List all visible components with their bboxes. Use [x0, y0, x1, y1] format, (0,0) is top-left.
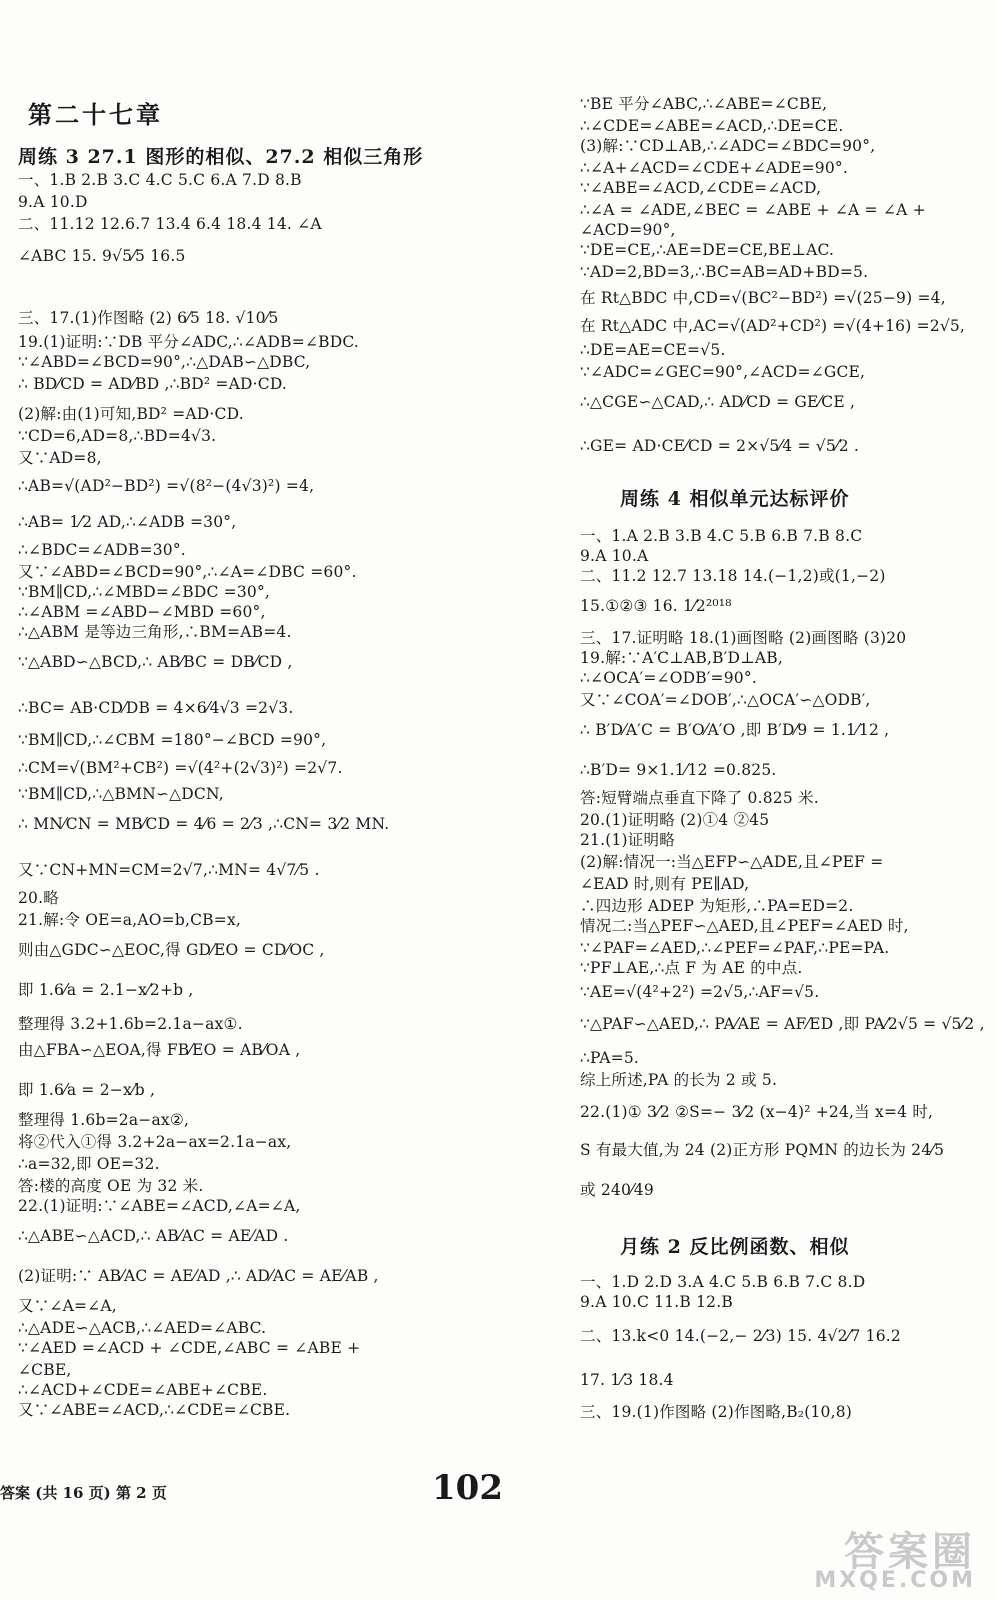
- answer-line: 17. 1⁄3 18.4: [580, 1371, 674, 1389]
- answer-line: 又∵∠ABE=∠ACD,∴∠CDE=∠CBE.: [18, 1401, 291, 1419]
- answer-line: 三、19.(1)作图略 (2)作图略,B₂(10,8): [580, 1403, 853, 1421]
- answer-line: ∵△PAF∽△AED,∴ PA⁄AE = AF⁄ED ,即 PA⁄2√5 = √5⁄2 ,: [580, 1015, 985, 1033]
- answer-line: (2)证明:∵ AB⁄AC = AE⁄AD ,∴ AD⁄AC = AE⁄AB ,: [18, 1267, 379, 1285]
- answer-line: ∴ MN⁄CN = MB⁄CD = 4⁄6 = 2⁄3 ,∴CN= 3⁄2 MN.: [18, 815, 390, 833]
- answer-line: 9.A 10.C 11.B 12.B: [580, 1293, 733, 1311]
- answer-line: 将②代入①得 3.2+2a−ax=2.1a−ax,: [18, 1133, 292, 1151]
- answer-line: 即 1.6⁄a = 2.1−x⁄2+b ,: [18, 981, 194, 999]
- answer-line: ∴CM=√(BM²+CB²) =√(4²+(2√3)²) =2√7.: [18, 759, 343, 777]
- answer-line: 二、11.2 12.7 13.18 14.(−1,2)或(1,−2): [580, 567, 886, 585]
- answer-line: ∠ACD=90°,: [580, 221, 676, 239]
- answer-line: ∴∠A+∠ACD=∠CDE+∠ADE=90°.: [580, 159, 848, 177]
- answer-line: ∵BE 平分∠ABC,∴∠ABE=∠CBE,: [580, 95, 828, 113]
- answer-line: ∵BM∥CD,∴△BMN∽△DCN,: [18, 785, 224, 803]
- answer-line: ∵△ABD∽△BCD,∴ AB⁄BC = DB⁄CD ,: [18, 653, 293, 671]
- page-footer: 答案 (共 16 页) 第 2 页: [0, 1484, 167, 1502]
- answer-line: 一、1.B 2.B 3.C 4.C 5.C 6.A 7.D 8.B: [18, 171, 302, 189]
- answer-line: 综上所述,PA 的长为 2 或 5.: [580, 1071, 778, 1089]
- answer-line: ∴△ABM 是等边三角形,∴BM=AB=4.: [18, 623, 292, 641]
- answer-line: 9.A 10.D: [18, 193, 88, 211]
- answer-line: (3)解:∵CD⊥AB,∴∠ADC=∠BDC=90°,: [580, 137, 876, 155]
- answer-line: 整理得 3.2+1.6b=2.1a−ax①.: [18, 1015, 243, 1033]
- answer-line: (2)解:由(1)可知,BD² =AD·CD.: [18, 405, 244, 423]
- answer-line: ∴四边形 ADEP 为矩形,∴PA=ED=2.: [580, 897, 854, 915]
- answer-line: ∴ B′D⁄A′C = B′O⁄A′O ,即 B′D⁄9 = 1.1⁄12 ,: [580, 721, 890, 739]
- answer-line: 情况二:当△PEF∽△AED,且∠PEF=∠AED 时,: [580, 917, 909, 935]
- answer-line: 三、17.证明略 18.(1)画图略 (2)画图略 (3)20: [580, 629, 907, 647]
- answer-line: ∵DE=CE,∴AE=DE=CE,BE⊥AC.: [580, 241, 835, 259]
- answer-line: 又∵∠COA′=∠DOB′,∴△OCA′∽△ODB′,: [580, 691, 871, 709]
- answer-line: ∴ BD⁄CD = AD⁄BD ,∴BD² =AD·CD.: [18, 375, 288, 393]
- answer-line: 19.解:∵A′C⊥AB,B′D⊥AB,: [580, 649, 783, 667]
- answer-line: 又∵∠ABD=∠BCD=90°,∴∠A=∠DBC =60°.: [18, 563, 357, 581]
- left-section-title: 周练 3 27.1 图形的相似、27.2 相似三角形: [18, 146, 424, 168]
- answer-line: ∵BM∥CD,∴∠CBM =180°−∠BCD =90°,: [18, 731, 327, 749]
- answer-line: ∴BC= AB·CD⁄DB = 4×6⁄4√3 =2√3.: [18, 699, 294, 717]
- answer-line: ∴PA=5.: [580, 1049, 640, 1067]
- answer-line: (2)解:情况一:当△EFP∽△ADE,且∠PEF =: [580, 853, 884, 871]
- answer-line: 整理得 1.6b=2a−ax②,: [18, 1111, 190, 1129]
- answer-line: ∴△CGE∽△CAD,∴ AD⁄CD = GE⁄CE ,: [580, 393, 856, 411]
- answer-line: ∴B′D= 9×1.1⁄12 =0.825.: [580, 761, 777, 779]
- answer-line: 二、13.k<0 14.(−2,− 2⁄3) 15. 4√2⁄7 16.2: [580, 1327, 901, 1345]
- answer-line: ∴GE= AD·CE⁄CD = 2×√5⁄4 = √5⁄2 .: [580, 437, 860, 455]
- answer-line: 又∵CN+MN=CM=2√7,∴MN= 4√7⁄5 .: [18, 861, 320, 879]
- watermark-logo: [804, 1520, 984, 1596]
- answer-line: ∴DE=AE=CE=√5.: [580, 341, 726, 359]
- answer-line: ∴∠CDE=∠ABE=∠ACD,∴DE=CE.: [580, 117, 844, 135]
- answer-line: 又∵AD=8,: [18, 449, 102, 467]
- answer-line: ∵∠PAF=∠AED,∴∠PEF=∠PAF,∴PE=PA.: [580, 939, 890, 957]
- answer-line: 22.(1)证明:∵∠ABE=∠ACD,∠A=∠A,: [18, 1197, 301, 1215]
- answer-line: 在 Rt△BDC 中,CD=√(BC²−BD²) =√(25−9) =4,: [580, 289, 946, 307]
- answer-line: ∵AD=2,BD=3,∴BC=AB=AD+BD=5.: [580, 263, 869, 281]
- answer-line: 答:短臂端点垂直下降了 0.825 米.: [580, 789, 819, 807]
- answer-line: 则由△GDC∽△EOC,得 GD⁄EO = CD⁄OC ,: [18, 941, 325, 959]
- answer-line: 15.①②③ 16. 1⁄2²⁰¹⁸: [580, 597, 732, 615]
- answer-line: 或 240⁄49: [580, 1181, 654, 1199]
- watermark-text-bottom: MXQE.COM: [814, 1568, 976, 1593]
- answer-line: ∴∠OCA′=∠ODB′=90°.: [580, 669, 757, 687]
- answer-line: S 有最大值,为 24 (2)正方形 PQMN 的边长为 24⁄5: [580, 1141, 945, 1159]
- answer-line: 22.(1)① 3⁄2 ②S=− 3⁄2 (x−4)² +24,当 x=4 时,: [580, 1103, 934, 1121]
- answer-line: ∴AB= 1⁄2 AD,∴∠ADB =30°,: [18, 513, 237, 531]
- answer-line: ∵∠ABD=∠BCD=90°,∴△DAB∽△DBC,: [18, 353, 311, 371]
- answer-line: ∴AB=√(AD²−BD²) =√(8²−(4√3)²) =4,: [18, 477, 315, 495]
- answer-line: ∵CD=6,AD=8,∴BD=4√3.: [18, 427, 217, 445]
- answer-line: ∵∠ADC=∠GEC=90°,∠ACD=∠GCE,: [580, 363, 866, 381]
- answer-line: 答:楼的高度 OE 为 32 米.: [18, 1177, 204, 1195]
- answer-line: 21.解:令 OE=a,AO=b,CB=x,: [18, 911, 242, 929]
- answer-line: 9.A 10.A: [580, 547, 649, 565]
- answer-line: ∴∠ACD+∠CDE=∠ABE+∠CBE.: [18, 1381, 268, 1399]
- page-number: 102: [432, 1468, 503, 1508]
- answer-line: 在 Rt△ADC 中,AC=√(AD²+CD²) =√(4+16) =2√5,: [580, 317, 966, 335]
- answer-line: 19.(1)证明:∵DB 平分∠ADC,∴∠ADB=∠BDC.: [18, 333, 360, 351]
- answer-line: 21.(1)证明略: [580, 831, 675, 849]
- chapter-title: 第二十七章: [28, 100, 163, 129]
- watermark-text-top: 答案圈: [844, 1529, 976, 1575]
- answer-line: 一、1.D 2.D 3.A 4.C 5.B 6.B 7.C 8.D: [580, 1273, 866, 1291]
- answer-line: ∴△ADE∽△ACB,∴∠AED=∠ABC.: [18, 1319, 267, 1337]
- answer-line: ∵PF⊥AE,∴点 F 为 AE 的中点.: [580, 959, 803, 977]
- answer-line: ∵∠ABE=∠ACD,∠CDE=∠ACD,: [580, 179, 822, 197]
- answer-line: ∠CBE,: [18, 1361, 72, 1379]
- answer-line: 三、17.(1)作图略 (2) 6⁄5 18. √10⁄5: [18, 309, 279, 327]
- answer-line: 20.略: [18, 889, 59, 907]
- answer-line: 20.(1)证明略 (2)①4 ②45: [580, 811, 770, 829]
- answer-line: 即 1.6⁄a = 2−x⁄b ,: [18, 1081, 156, 1099]
- answer-line: 二、11.12 12.6.7 13.4 6.4 18.4 14. ∠A: [18, 215, 322, 233]
- right-section1-title: 周练 4 相似单元达标评价: [620, 488, 850, 510]
- answer-line: ∵AE=√(4²+2²) =2√5,∴AF=√5.: [580, 983, 820, 1001]
- answer-line: ∵∠AED =∠ACD + ∠CDE,∠ABC = ∠ABE +: [18, 1339, 361, 1357]
- answer-line: 又∵∠A=∠A,: [18, 1297, 117, 1315]
- answer-line: ∴∠ABM =∠ABD−∠MBD =60°,: [18, 603, 266, 621]
- right-section2-title: 月练 2 反比例函数、相似: [620, 1236, 850, 1258]
- answer-line: ∵BM∥CD,∴∠MBD=∠BDC =30°,: [18, 583, 271, 601]
- answer-line: ∴a=32,即 OE=32.: [18, 1155, 160, 1173]
- answer-line: ∴∠A = ∠ADE,∠BEC = ∠ABE + ∠A = ∠A +: [580, 201, 926, 219]
- answer-line: ∴△ABE∽△ACD,∴ AB⁄AC = AE⁄AD .: [18, 1227, 289, 1245]
- answer-line: ∴∠BDC=∠ADB=30°.: [18, 541, 186, 559]
- answer-line: ∠EAD 时,则有 PE∥AD,: [580, 875, 750, 893]
- answer-line: 一、1.A 2.B 3.B 4.C 5.B 6.B 7.B 8.C: [580, 527, 863, 545]
- answer-line: 由△FBA∽△EOA,得 FB⁄EO = AB⁄OA ,: [18, 1041, 301, 1059]
- answer-line: ∠ABC 15. 9√5⁄5 16.5: [18, 247, 186, 265]
